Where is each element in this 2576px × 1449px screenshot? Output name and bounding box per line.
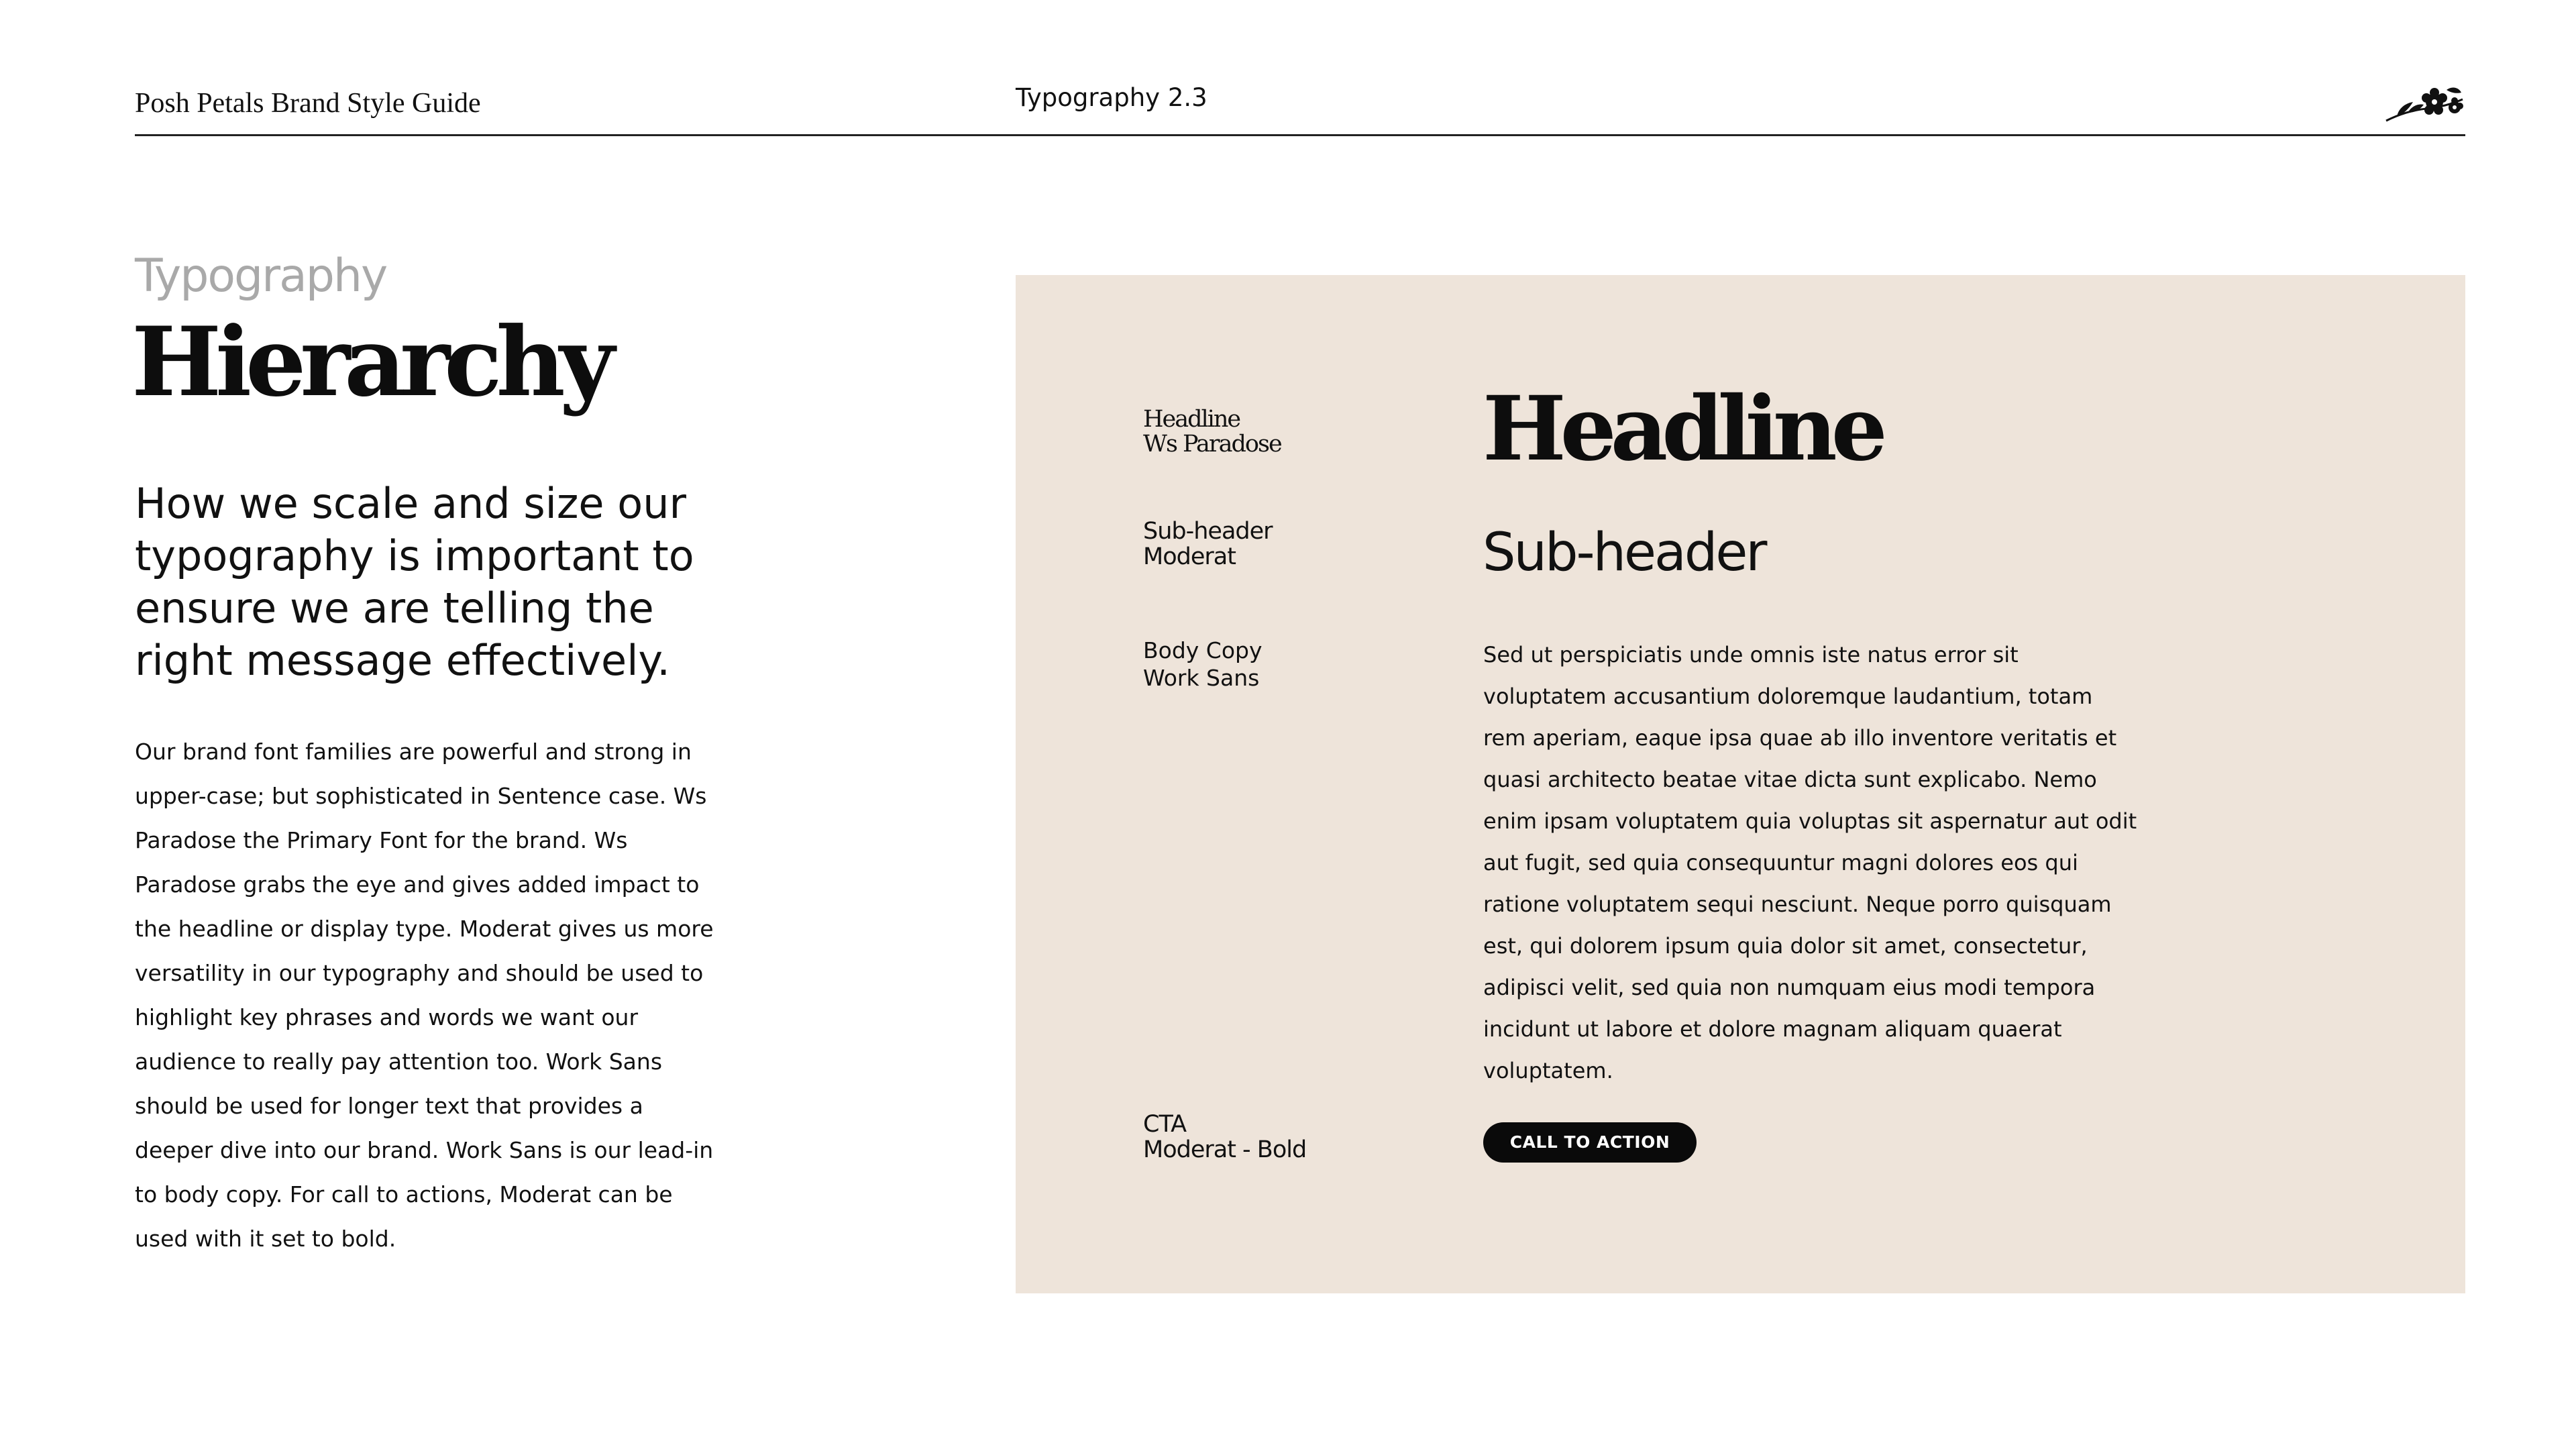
section-label: Typography 2.3 (1016, 83, 1208, 112)
cta-label (1143, 1112, 1306, 1163)
headline-sample: Headline (1483, 377, 1882, 481)
cta-label-font: Moderat - Bold (1143, 1136, 1307, 1163)
headline-label-font: Ws Paradose (1143, 431, 1281, 458)
subheader-sample: Sub-header (1483, 523, 1766, 583)
subheader-label (1143, 519, 1273, 570)
headline-label-name: Headline (1143, 406, 1240, 433)
brand-title: Posh Petals Brand Style Guide (135, 88, 481, 119)
body-paragraph: Our brand font families are powerful and strong in upper-case; but sophisticated in Sentence case. Ws Paradose the Primary Font for the brand. Ws Paradose grabs the eye and gives added impact to the headline or display type. Moderat gives us more versatility in our typography and should be used to highlight key phrases and words we want our audience to really pay attention too. Work Sans should be used for longer text that provides a deeper dive into our brand. Work Sans is our lead-in to body copy. For call to actions, Moderat can be used with it set to bold. (135, 739, 714, 1252)
lead-paragraph: How we scale and size our typography is important to ensure we are telling the right message effectively. (135, 479, 694, 685)
headline-label (1143, 407, 1281, 457)
floral-sprig-icon (2385, 79, 2465, 127)
page-title: Hierarchy (131, 307, 609, 418)
body-copy-label (1143, 637, 1263, 692)
section-eyebrow: Typography (135, 250, 387, 303)
hierarchy-panel (1016, 275, 2465, 1293)
body-copy-label-name: Body Copy (1143, 637, 1263, 663)
subheader-label-name: Sub-header (1143, 518, 1273, 545)
call-to-action-button[interactable]: CALL TO ACTION (1483, 1122, 1697, 1163)
cta-label-name: CTA (1143, 1111, 1187, 1138)
body-copy-sample: Sed ut perspiciatis unde omnis iste natus error sit voluptatem accusantium doloremque laudantium, totam rem aperiam, eaque ipsa quae ab illo inventore veritatis et quasi architecto beatae vitae dicta sunt explicabo. Nemo enim ipsam voluptatem quia voluptas sit aspernatur aut odit aut fugit, sed quia consequuntur magni dolores eos qui ratione voluptatem sequi nesciunt. Neque porro quisquam est, qui dolorem ipsum quia dolor sit amet, consectetur, adipisci velit, sed quia non numquam eius modi tempora incidunt ut labore et dolore magnam aliquam quaerat voluptatem. (1483, 642, 2137, 1083)
subheader-label-font: Moderat (1143, 543, 1236, 570)
header-divider (135, 134, 2465, 136)
body-copy-label-font: Work Sans (1143, 665, 1260, 691)
